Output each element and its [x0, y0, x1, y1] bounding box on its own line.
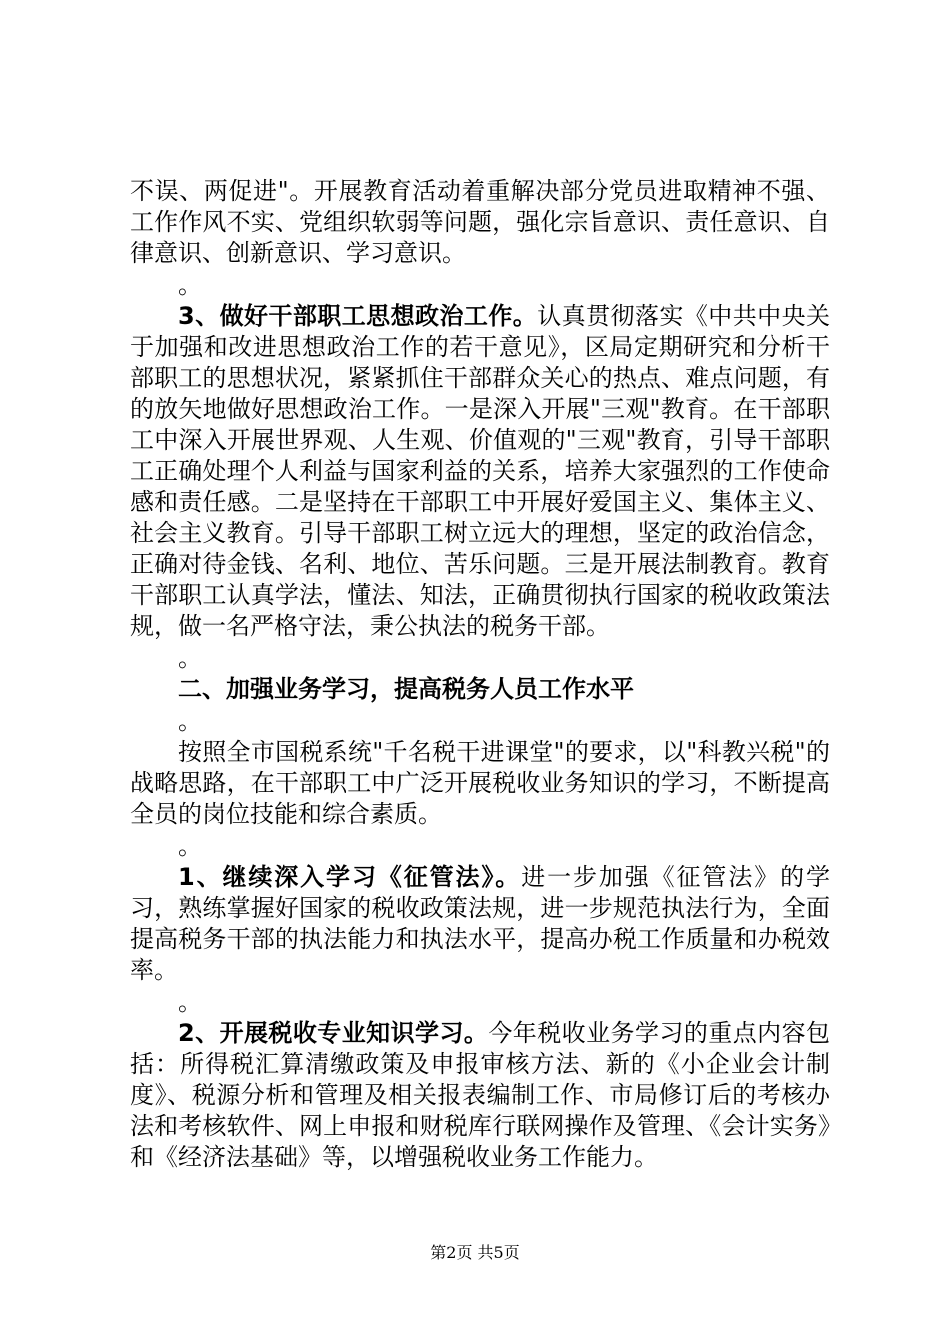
- paragraph-2-body: 认真贯彻落实《中共中央关于加强和改进思想政治工作的若干意见》，区局定期研究和分析干部职工的思想状况，紧紧抓住干部群众关心的热点、难点问题，有的放矢地做好思想政治工作。一是深入开展"三观"教育。在干部职工中深入开展世界观、人生观、价值观的"三观"教育，引导干部职工正确处理个人利益与国家利益的关系，培养大家强烈的工作使命感和责任感。二是坚持在干部职工中开展好爱国主义、集体主义、社会主义教育。引导干部职工树立远大的理想，坚定的政治信念，正确对待金钱、名利、地位、苦乐问题。三是开展法制教育。教育干部职工认真学法，懂法、知法，正确贯彻执行国家的税收政策法规，做一名严格守法，秉公执法的税务干部。: [130, 302, 830, 640]
- paragraph-5-lead: 2、开展税收专业知识学习。: [178, 1019, 489, 1047]
- paragraph-2-lead: 3、做好干部职工思想政治工作。: [178, 302, 538, 330]
- document-body: [130, 176, 830, 1173]
- paragraph-1: 不误、两促进"。开展教育活动着重解决部分党员进取精神不强、工作作风不实、党组织软弱等问题，强化宗旨意识、责任意识、自律意识、创新意识、学习意识。: [130, 177, 830, 267]
- paragraph-mark: 。: [178, 644, 202, 672]
- section-heading-2: 二、加强业务学习，提高税务人员工作水平: [178, 675, 634, 703]
- paragraph-4: [130, 862, 830, 986]
- paragraph-mark: 。: [178, 832, 202, 860]
- paragraph-4-body: 进一步加强《征管法》的学习，熟练掌握好国家的税收政策法规，进一步规范执法行为，全面提高税务干部的执法能力和执法水平，提高办税工作质量和办税效率。: [130, 863, 830, 984]
- paragraph-5: [130, 1018, 830, 1173]
- paragraph-5-body: 今年税收业务学习的重点内容包括：所得税汇算清缴政策及申报审核方法、新的《小企业会计制度》、税源分析和管理及相关报表编制工作、市局修订后的考核办法和考核软件、网上申报和财税库行联网操作及管理、《会计实务》和《经济法基础》等，以增强税收业务工作能力。: [130, 1019, 831, 1171]
- paragraph-4-lead: 1、继续深入学习《征管法》。: [178, 863, 522, 891]
- paragraph-mark: 。: [178, 988, 202, 1016]
- paragraph-3: 按照全市国税系统"千名税干进课堂"的要求，以"科教兴税"的战略思路，在干部职工中广泛开展税收业务知识的学习，不断提高全员的岗位技能和综合素质。: [130, 738, 830, 828]
- paragraph-mark: 。: [178, 707, 202, 735]
- paragraph-2: [130, 301, 830, 642]
- page-footer: 第2页 共5页: [430, 1243, 520, 1262]
- paragraph-mark: 。: [178, 271, 202, 299]
